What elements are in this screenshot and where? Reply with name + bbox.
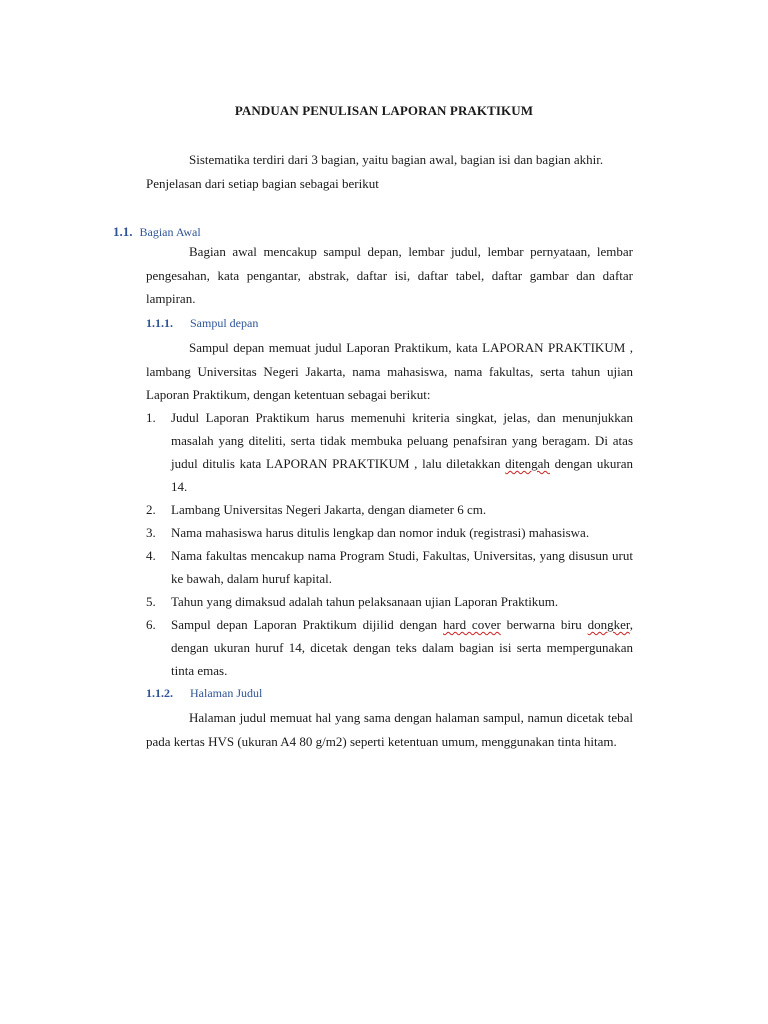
list-marker: 4. [146, 548, 156, 563]
list-item-text: Nama fakultas mencakup nama Program Studi, Fakultas, Universitas, yang disusun urut ke bawah, dalam huruf kapital. [171, 548, 633, 586]
subsection-title: Halaman Judul [190, 686, 263, 700]
list-marker: 6. [146, 617, 156, 632]
subsection-body-sampul-depan: Sampul depan memuat judul Laporan Praktikum, kata LAPORAN PRAKTIKUM , lambang Universitas Negeri Jakarta, nama mahasiswa, nama fakultas, serta tahun ujian Laporan Praktikum, dengan ketentuan sebagai berikut: [146, 340, 633, 402]
list-item-text: Lambang Universitas Negeri Jakarta, dengan diameter 6 cm. [171, 502, 487, 517]
list-item [146, 590, 633, 613]
list-item [146, 521, 633, 544]
list-marker: 3. [146, 525, 156, 540]
section-number: 1.1. [113, 224, 133, 239]
subsection-title: Sampul depan [190, 316, 259, 330]
section-body-bagian-awal: Bagian awal mencakup sampul depan, lembar judul, lembar pernyataan, lembar pengesahan, kata pengantar, abstrak, daftar isi, daftar tabel, daftar gambar dan daftar lampiran. [146, 244, 633, 306]
list-item-text: dengan ukuran 14. [171, 456, 634, 494]
subsection-number: 1.1.1. [146, 316, 173, 330]
list-item-text: , dengan ukuran huruf 14, dicetak dengan teks dalam bagian isi serta mempergunakan tinta emas. [171, 617, 633, 678]
spellcheck-word: dongker [587, 617, 630, 632]
list-item [146, 406, 633, 498]
list-marker: 2. [146, 502, 156, 517]
subsection-number: 1.1.2. [146, 686, 173, 700]
list-item [146, 544, 633, 590]
subsection-heading-halaman-judul [146, 686, 262, 701]
list-item [146, 613, 633, 682]
list-item-text: Tahun yang dimaksud adalah tahun pelaksanaan ujian Laporan Praktikum. [171, 594, 559, 609]
spellcheck-word: hard cover [442, 617, 501, 632]
intro-line-2: Penjelasan dari setiap bagian sebagai berikut [146, 176, 379, 191]
document-title: PANDUAN PENULISAN LAPORAN PRAKTIKUM [234, 103, 534, 118]
spellcheck-word: ditengah [505, 456, 550, 471]
list-marker: 1. [146, 410, 156, 425]
list-item [146, 498, 633, 521]
subsection-body-halaman-judul: Halaman judul memuat hal yang sama dengan halaman sampul, namun dicetak tebal pada kertas HVS (ukuran A4 80 g/m2) seperti ketentuan umum, menggunakan tinta hitam. [146, 710, 633, 749]
list-marker: 5. [146, 594, 156, 609]
list-item-text: Sampul depan Laporan Praktikum dijilid dengan [171, 617, 443, 632]
section-heading-bagian-awal [113, 224, 201, 240]
section-title: Bagian Awal [139, 225, 201, 239]
requirements-list [146, 406, 633, 682]
intro-line-1: Sistematika terdiri dari 3 bagian, yaitu bagian awal, bagian isi dan bagian akhir. [189, 152, 604, 167]
list-item-text: berwarna biru [500, 617, 588, 632]
list-item-text: Judul Laporan Praktikum harus memenuhi kriteria singkat, jelas, dan menunjukkan masalah yang diteliti, serta tidak membuka peluang penafsiran yang beragam. Di atas judul ditulis kata LAPORAN PRAKTIKUM , lalu diletakkan [171, 410, 633, 471]
list-item-text: Nama mahasiswa harus ditulis lengkap dan nomor induk (registrasi) mahasiswa. [171, 525, 590, 540]
subsection-heading-sampul-depan [146, 316, 258, 331]
